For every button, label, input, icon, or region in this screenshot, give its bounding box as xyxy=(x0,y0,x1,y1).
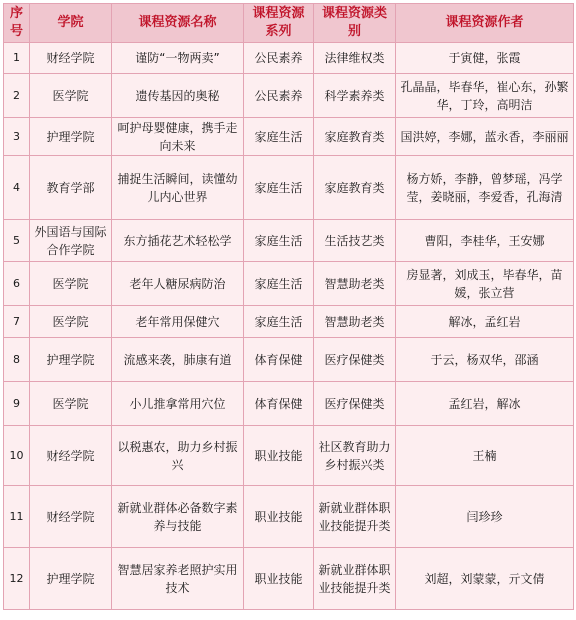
table-row xyxy=(4,306,574,338)
cell-category: 医疗保健类 xyxy=(314,382,396,426)
cell-no: 5 xyxy=(4,220,30,262)
table-header-row xyxy=(4,4,574,43)
cell-series: 家庭生活 xyxy=(244,262,314,306)
cell-college: 财经学院 xyxy=(30,486,112,548)
cell-name: 智慧居家养老照护实用技术 xyxy=(112,548,244,610)
cell-name: 呵护母婴健康，携手走向未来 xyxy=(112,118,244,156)
table-row xyxy=(4,548,574,610)
cell-college: 财经学院 xyxy=(30,43,112,74)
cell-no: 11 xyxy=(4,486,30,548)
cell-series: 公民素养 xyxy=(244,43,314,74)
cell-category: 科学素养类 xyxy=(314,74,396,118)
cell-college: 外国语与国际合作学院 xyxy=(30,220,112,262)
cell-series: 职业技能 xyxy=(244,426,314,486)
cell-category: 智慧助老类 xyxy=(314,306,396,338)
cell-name: 流感来袭，肺康有道 xyxy=(112,338,244,382)
cell-name: 东方插花艺术轻松学 xyxy=(112,220,244,262)
cell-authors: 闫珍珍 xyxy=(396,486,574,548)
cell-authors: 于寅健，张霞 xyxy=(396,43,574,74)
cell-series: 家庭生活 xyxy=(244,118,314,156)
table-row xyxy=(4,338,574,382)
cell-authors: 解冰，孟红岩 xyxy=(396,306,574,338)
cell-category: 家庭教育类 xyxy=(314,118,396,156)
cell-authors: 孔晶晶，毕春华，崔心东，孙繁华，丁玲，高明洁 xyxy=(396,74,574,118)
table-row xyxy=(4,220,574,262)
cell-college: 护理学院 xyxy=(30,548,112,610)
cell-college: 护理学院 xyxy=(30,338,112,382)
cell-no: 10 xyxy=(4,426,30,486)
cell-category: 医疗保健类 xyxy=(314,338,396,382)
cell-name: 谨防“一物两卖” xyxy=(112,43,244,74)
cell-name: 老年常用保健穴 xyxy=(112,306,244,338)
cell-college: 医学院 xyxy=(30,306,112,338)
table-row xyxy=(4,426,574,486)
course-resource-table-container xyxy=(3,3,574,610)
table-row xyxy=(4,262,574,306)
cell-college: 医学院 xyxy=(30,262,112,306)
cell-no: 6 xyxy=(4,262,30,306)
cell-series: 职业技能 xyxy=(244,548,314,610)
cell-name: 新就业群体必备数字素养与技能 xyxy=(112,486,244,548)
cell-category: 新就业群体职业技能提升类 xyxy=(314,486,396,548)
course-resource-table xyxy=(3,3,574,610)
cell-series: 家庭生活 xyxy=(244,156,314,220)
header-no: 序号 xyxy=(4,4,30,43)
cell-authors: 房显著，刘成玉，毕春华，苗媛，张立营 xyxy=(396,262,574,306)
cell-name: 捕捉生活瞬间，读懂幼儿内心世界 xyxy=(112,156,244,220)
cell-no: 2 xyxy=(4,74,30,118)
cell-series: 公民素养 xyxy=(244,74,314,118)
cell-series: 体育保健 xyxy=(244,338,314,382)
cell-category: 法律维权类 xyxy=(314,43,396,74)
table-row xyxy=(4,382,574,426)
table-row xyxy=(4,486,574,548)
cell-authors: 杨方娇，李静，曾梦瑶，冯学莹，姜晓丽，李爱香，孔海清 xyxy=(396,156,574,220)
cell-college: 医学院 xyxy=(30,74,112,118)
cell-authors: 王楠 xyxy=(396,426,574,486)
header-category: 课程资源类别 xyxy=(314,4,396,43)
cell-category: 生活技艺类 xyxy=(314,220,396,262)
cell-category: 智慧助老类 xyxy=(314,262,396,306)
cell-category: 家庭教育类 xyxy=(314,156,396,220)
cell-no: 12 xyxy=(4,548,30,610)
cell-name: 遗传基因的奥秘 xyxy=(112,74,244,118)
header-series: 课程资源系列 xyxy=(244,4,314,43)
cell-no: 3 xyxy=(4,118,30,156)
header-authors: 课程资源作者 xyxy=(396,4,574,43)
table-row xyxy=(4,118,574,156)
table-row xyxy=(4,74,574,118)
cell-college: 财经学院 xyxy=(30,426,112,486)
cell-college: 医学院 xyxy=(30,382,112,426)
cell-category: 社区教育助力乡村振兴类 xyxy=(314,426,396,486)
cell-name: 老年人糖尿病防治 xyxy=(112,262,244,306)
cell-college: 教育学部 xyxy=(30,156,112,220)
cell-authors: 孟红岩，解冰 xyxy=(396,382,574,426)
cell-authors: 于云，杨双华，邵涵 xyxy=(396,338,574,382)
header-college: 学院 xyxy=(30,4,112,43)
cell-series: 职业技能 xyxy=(244,486,314,548)
cell-series: 家庭生活 xyxy=(244,306,314,338)
header-name: 课程资源名称 xyxy=(112,4,244,43)
table-row xyxy=(4,156,574,220)
cell-college: 护理学院 xyxy=(30,118,112,156)
cell-no: 4 xyxy=(4,156,30,220)
cell-name: 小儿推拿常用穴位 xyxy=(112,382,244,426)
cell-series: 家庭生活 xyxy=(244,220,314,262)
cell-authors: 国洪婷，李娜，蓝永香，李丽丽 xyxy=(396,118,574,156)
cell-series: 体育保健 xyxy=(244,382,314,426)
cell-no: 9 xyxy=(4,382,30,426)
cell-name: 以税惠农，助力乡村振兴 xyxy=(112,426,244,486)
cell-authors: 刘超，刘蒙蒙，亓文倩 xyxy=(396,548,574,610)
cell-no: 8 xyxy=(4,338,30,382)
cell-no: 1 xyxy=(4,43,30,74)
cell-no: 7 xyxy=(4,306,30,338)
cell-category: 新就业群体职业技能提升类 xyxy=(314,548,396,610)
cell-authors: 曹阳，李桂华，王安娜 xyxy=(396,220,574,262)
table-row xyxy=(4,43,574,74)
